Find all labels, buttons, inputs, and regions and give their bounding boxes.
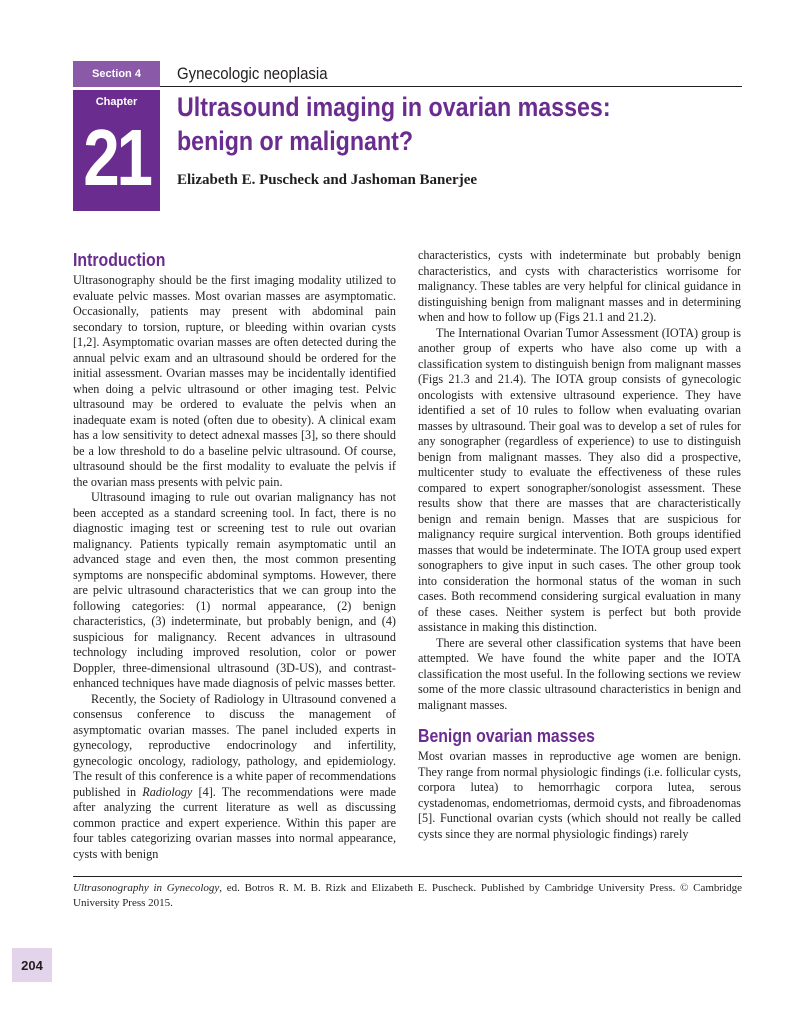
- chapter-number: 21: [83, 113, 150, 202]
- benign-masses-heading: Benign ovarian masses: [418, 726, 595, 746]
- section-title: Gynecologic neoplasia: [177, 64, 328, 83]
- intro-paragraph-3-start: Recently, the Society of Radiology in Ultrasound convened a consensus conference to discuss the management of asymptomatic ovarian masses. The panel included experts in gynecology, reproductive endocrinology and infertility, gynecologic oncology, radiology, pathology, and epidemiology. The result of this conference is a white paper of recommendations published in: [73, 691, 396, 799]
- right-paragraph-1: characteristics, cysts with indeterminate but probably benign characteristics, and cysts with characteristics worrisome for malignancy. These tables are very helpful for clinical guidance in distinguishing benign from malignant masses and in determining when and how to follow up (Figs 21.1 and 21.2).: [418, 248, 741, 324]
- publication-info: , ed. Botros R. M. B. Rizk and Elizabeth E. Puscheck. Published by Cambridge University Press. © Cambridge University Press 2015.: [73, 882, 742, 909]
- intro-paragraph-3: [73, 692, 396, 863]
- left-column: [73, 248, 396, 862]
- book-title: Ultrasonography in Gynecology: [73, 882, 220, 894]
- page-number: 204: [12, 948, 52, 982]
- footer-rule: [73, 876, 742, 877]
- right-paragraph-3: There are several other classification systems that have been attempted. We have found the white paper and the IOTA classification the most useful. In the following sections we review some of the more classic ultrasound characteristics in benign and malignant masses.: [418, 635, 741, 712]
- header-rule: [160, 86, 742, 87]
- introduction-heading: Introduction: [73, 250, 166, 270]
- chapter-title: Ultrasound imaging in ovarian masses: benign or malignant?: [177, 92, 611, 156]
- intro-paragraph-2: Ultrasound imaging to rule out ovarian malignancy has not been accepted as a standard screening tool. In fact, there is no diagnostic imaging test or screening test to rule out ovarian malignancy. Patients typically remain asymptomatic until an advanced stage and even then, the most common presenting symptoms are nonspecific abdominal symptoms. However, there are pelvic ultrasound characteristics that we can group into the following categories: (1) normal appearance, (2) benign characteristics, (3) indeterminate, but probably benign, and (4) suspicious for malignancy. Recent advances in ultrasound technology including improved resolution, color or power Doppler, three-dimensional ultrasound (3D-US), and contrast-enhanced techniques have made diagnosis of pelvic masses better.: [73, 490, 396, 690]
- authors: Elizabeth E. Puscheck and Jashoman Banerjee: [177, 172, 478, 188]
- footer-citation: [73, 881, 742, 911]
- chapter-badge: [73, 90, 160, 211]
- right-column: [418, 248, 741, 842]
- section-label: Section 4: [73, 61, 160, 87]
- intro-paragraph-1: Ultrasonography should be the first imaging modality utilized to evaluate pelvic masses. Most ovarian masses are asymptomatic. Occasionally, patients may present with abdominal pain secondary to torsion, rupture, or bleeding within ovarian cysts [1,2]. Asymptomatic ovarian masses are often detected during the annual pelvic exam and an ultrasound should be ordered for the initial assessment. Ovarian masses may be incidentally identified when doing a pelvic ultrasound or other imaging test. Pelvic ultrasound may be ordered to evaluate the pelvis when an inadequate exam is noted (often due to obesity). A clinical exam has a low sensitivity to detect adnexal masses [3], so there should be a low threshold to do a baseline pelvic ultrasound. Of course, ultrasound should be the first modality to evaluate the pelvis if the ovarian mass presents with pelvic pain.: [73, 273, 396, 489]
- journal-name: Radiology: [142, 784, 193, 799]
- right-paragraph-2: The International Ovarian Tumor Assessment (IOTA) group is another group of experts who have also come up with a classification system to distinguish benign from malignant masses (Figs 21.3 and 21.4). The IOTA group consists of gynecologic oncologists with extensive ultrasound experience. They have identified a set of 10 rules to follow when evaluating ovarian masses by ultrasound. Their goal was to develop a set of rules for any sonographer (regardless of experience) to use to distinguish benign from malignant masses. They also did a prospective, multicenter study to evaluate the effectiveness of these rules compared to expert sonographer/sonologist assessment. These results show that there are masses that are characteristically benign and remain benign. Masses that are suspicious for malignancy require surgical intervention. Both groups identified masses that would be indeterminate. The IOTA group used expert sonographers to give input in such cases. The other group took into consideration the hormonal status of the woman in such cases. Both recommend considering surgical evaluation in many of these cases. Neither system is perfect but both provide assistance in making this distinction.: [418, 325, 741, 634]
- chapter-label: Chapter: [95, 96, 138, 108]
- intro-paragraph-3-end: [4]. The recommendations were made after analyzing the current literature as well as discussing common practice and expert experience. Within this paper are four tables categorizing ovarian masses into normal appearance, cysts with benign: [73, 784, 396, 861]
- benign-paragraph-1: Most ovarian masses in reproductive age women are benign. They range from normal physiologic findings (i.e. follicular cysts, corpora lutea) to hemorrhagic corpora lutea, serous cystadenomas, endometriomas, dermoid cysts, and fibroadenomas [5]. Functional ovarian cysts (which should not really be called cysts since they are normal physiologic findings) rarely: [418, 749, 741, 841]
